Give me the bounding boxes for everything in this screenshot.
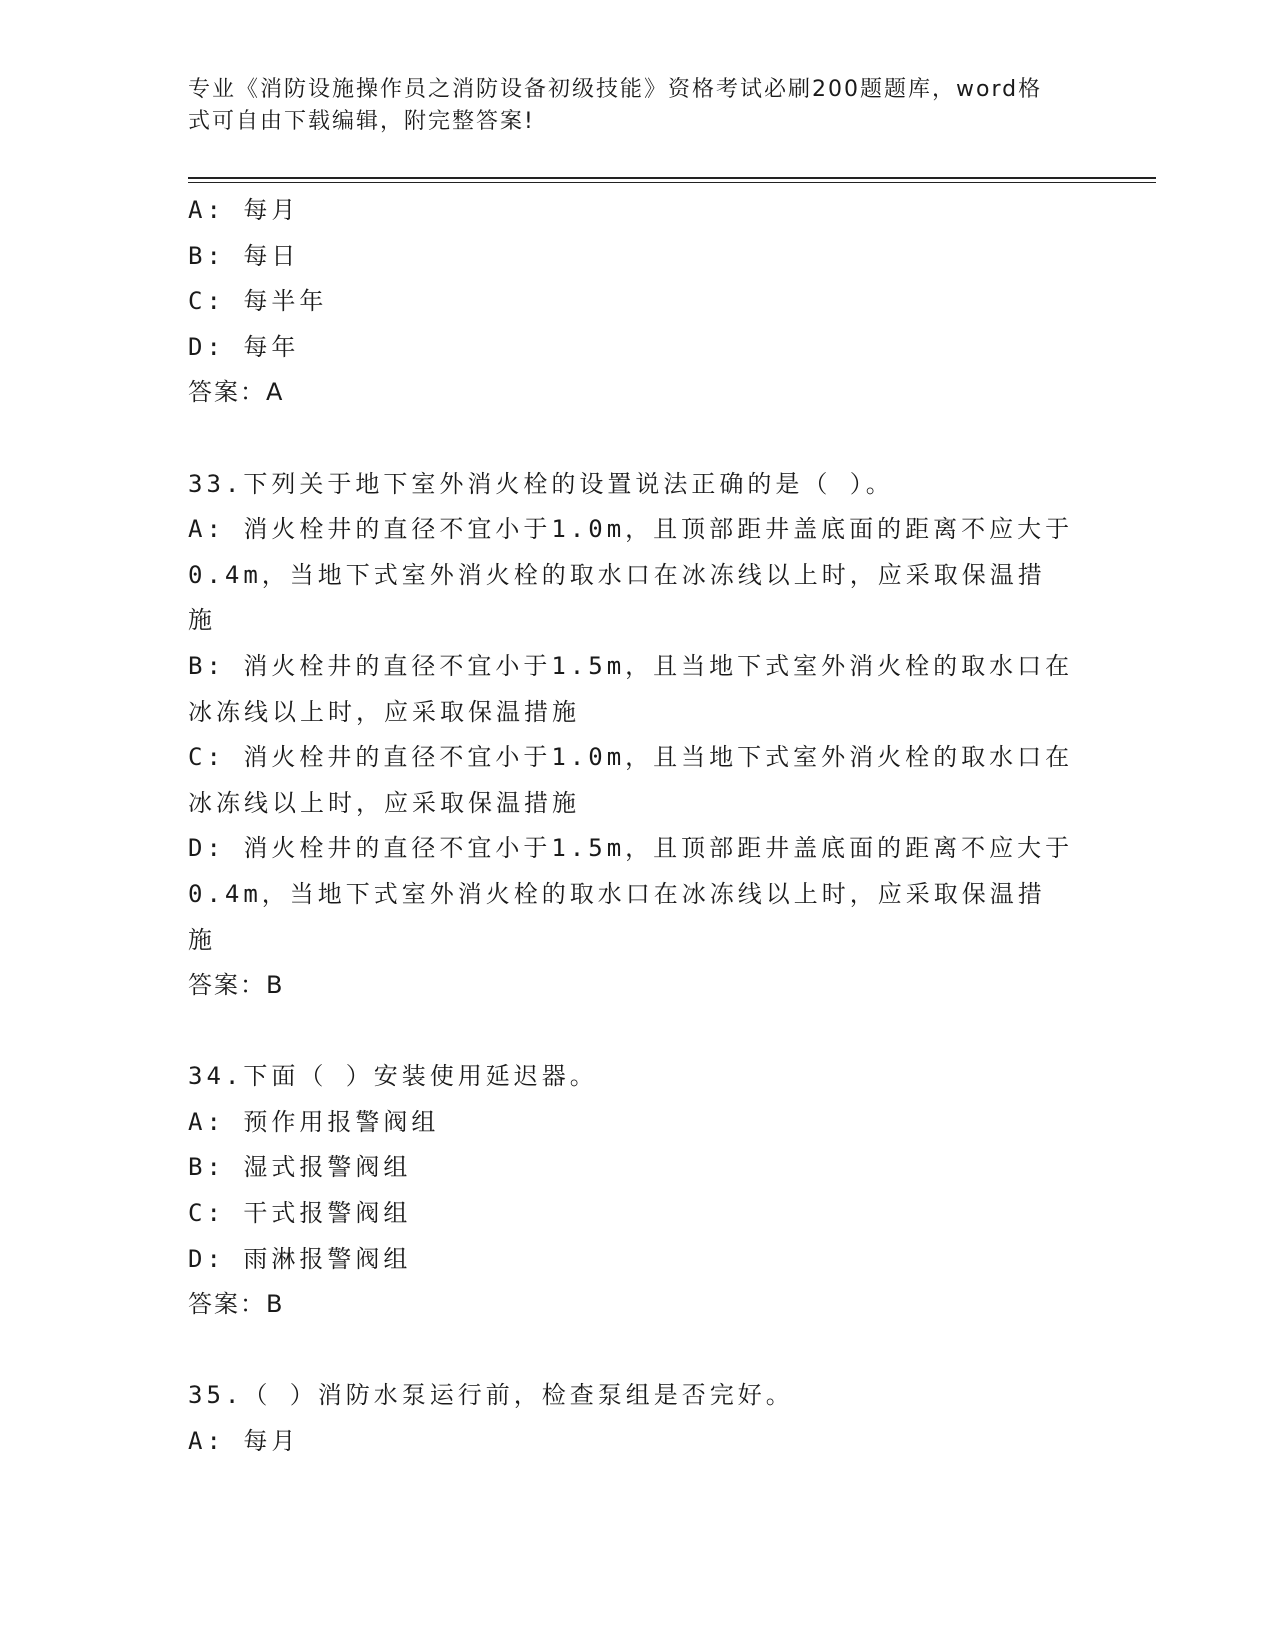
document-header [188, 74, 1068, 138]
option-b: B: 湿式报警阀组 [188, 1153, 412, 1182]
question-text: 35.（ ）消防水泵运行前，检查泵组是否完好。 [188, 1381, 794, 1410]
option-a-line-1: A: 消火栓井的直径不宜小于1.0m，且顶部距井盖底面的距离不应大于 [188, 515, 1074, 544]
spacer [188, 1009, 1088, 1055]
option-a-line-2: 0.4m，当地下式室外消火栓的取水口在冰冻线以上时，应采取保温措 [188, 560, 1046, 589]
spacer [188, 1328, 1088, 1374]
option-c-line-2: 冰冻线以上时，应采取保温措施 [188, 788, 580, 817]
option-a: A: 每月 [188, 196, 300, 224]
option-d-line-2: 0.4m，当地下式室外消火栓的取水口在冰冻线以上时，应采取保温措 [188, 879, 1046, 908]
spacer [188, 416, 1088, 462]
question-list [188, 188, 1088, 1465]
question-block-34 [188, 1054, 1088, 1328]
option-c: C: 每半年 [188, 287, 328, 316]
option-b-line-1: B: 消火栓井的直径不宜小于1.5m，且当地下式室外消火栓的取水口在 [188, 651, 1074, 680]
answer-line: 答案：B [188, 1290, 285, 1319]
answer-line: 答案：B [188, 971, 285, 1000]
option-d-line-3: 施 [188, 925, 216, 954]
question-block-33 [188, 462, 1088, 1009]
option-c-line-1: C: 消火栓井的直径不宜小于1.0m，且当地下式室外消火栓的取水口在 [188, 743, 1074, 772]
header-divider-thick [188, 177, 1156, 179]
question-text: 33.下列关于地下室外消火栓的设置说法正确的是（ ）。 [188, 469, 894, 498]
option-d-line-1: D: 消火栓井的直径不宜小于1.5m，且顶部距井盖底面的距离不应大于 [188, 834, 1074, 863]
option-c: C: 干式报警阀组 [188, 1199, 412, 1228]
option-a: A: 预作用报警阀组 [188, 1107, 440, 1136]
question-block-32 [188, 188, 1088, 416]
option-b: B: 每日 [188, 241, 300, 270]
option-d: D: 雨淋报警阀组 [188, 1244, 412, 1273]
option-d: D: 每年 [188, 332, 300, 361]
header-divider-thin [188, 182, 1156, 183]
option-b-line-2: 冰冻线以上时，应采取保温措施 [188, 697, 580, 726]
header-line-2: 式可自由下载编辑，附完整答案! [188, 109, 535, 134]
option-a-line-3: 施 [188, 606, 216, 635]
question-text: 34.下面（ ）安装使用延迟器。 [188, 1062, 598, 1091]
question-block-35 [188, 1373, 1088, 1464]
option-a: A: 每月 [188, 1427, 300, 1456]
header-line-1: 专业《消防设施操作员之消防设备初级技能》资格考试必刷200题题库，word格 [188, 77, 1043, 102]
answer-line: 答案：A [188, 378, 285, 407]
